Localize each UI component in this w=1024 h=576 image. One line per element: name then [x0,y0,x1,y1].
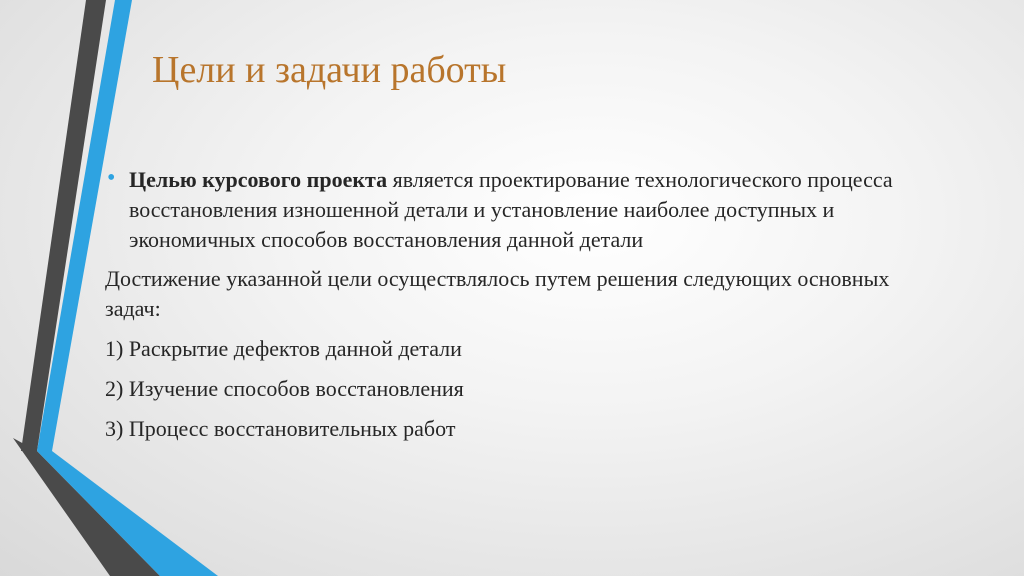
tasks-intro: Достижение указанной цели осуществлялось путем решения следующих основных задач: [105,266,890,321]
goal-text: является проектирование технологического процесса восстановления изношенной детали и установление наиболее доступных и экономичных способов восстановления данной детали [129,167,893,252]
task-item-1: 1) Раскрытие дефектов данной детали [105,336,462,361]
task-item-2: 2) Изучение способов восстановления [105,376,464,401]
goal-bold-text: Целью курсового проекта [129,167,388,192]
dark-bottom-band [13,438,160,576]
goal-bullet [105,165,935,255]
slide-title: Цели и задачи работы [152,49,507,91]
task-item-3: 3) Процесс восстановительных работ [105,416,456,441]
bullet-dot-icon: • [107,165,116,191]
slide-content [105,165,935,444]
